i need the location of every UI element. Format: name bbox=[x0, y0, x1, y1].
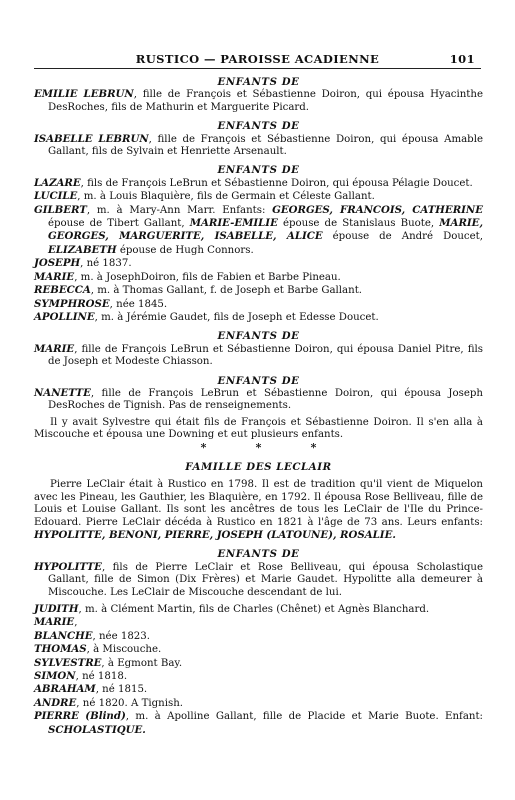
entry-name: ABRAHAM bbox=[34, 683, 96, 696]
paragraph-text: Pierre LeClair était à Rustico en 1798. Il est de tradition qu'il vient de Miquelon avec les Pineau, les Gauthier, les Blaquière, en 1792. Il épousa Rose Belliveau, fille de Louis et Louise Gallant. Ils sont les ancêtres de tous les LeClair de l'Ile du Prince-Edouard. Pierre LeClair décéda à Rustico en 1821 à l'âge de 73 ans. Leurs enfants: bbox=[34, 479, 483, 528]
entry-pierre bbox=[34, 710, 483, 737]
entry-text: , à Egmont Bay. bbox=[101, 657, 183, 669]
entry-name: MARIE bbox=[34, 616, 75, 629]
entry-marie-2 bbox=[34, 616, 483, 629]
section-heading: ENFANTS DE bbox=[217, 76, 300, 88]
divider-star: * bbox=[200, 440, 207, 454]
entry-text: , m. à Mary-Ann Marr. Enfants: bbox=[86, 204, 273, 216]
section-heading: ENFANTS DE bbox=[217, 548, 300, 561]
entry-blanche bbox=[34, 630, 483, 643]
entry-gilbert bbox=[34, 204, 483, 258]
entry-isabelle bbox=[34, 133, 483, 159]
section-heading: ENFANTS DE bbox=[217, 330, 300, 343]
entry-name: LUCILE bbox=[34, 190, 78, 203]
entry-name: THOMAS bbox=[34, 643, 87, 656]
entry-text: , née 1823. bbox=[92, 630, 150, 642]
entry-text: épouse de Hugh Connors. bbox=[116, 244, 254, 256]
section-heading: ENFANTS DE bbox=[217, 374, 300, 387]
child-names: SCHOLASTIQUE. bbox=[48, 723, 146, 736]
entry-name: SYLVESTRE bbox=[34, 656, 102, 669]
entry-text: , né 1818. bbox=[75, 671, 128, 683]
entry-nickname: (Blind) bbox=[85, 710, 126, 723]
page-body bbox=[34, 76, 483, 737]
entry-andre bbox=[34, 697, 483, 710]
entry-name: PIERRE bbox=[34, 710, 79, 723]
entry-text: , né 1820. A Tignish. bbox=[76, 697, 184, 709]
entry-text: , fils de François LeBrun et Sébastienne Doiron, qui épousa Pélagie Doucet. bbox=[80, 177, 473, 189]
entry-text: épouse de Stanislaus Buote, bbox=[277, 218, 440, 230]
entry-name: APOLLINE bbox=[34, 310, 95, 323]
entry-name: GILBERT bbox=[34, 203, 87, 216]
entry-name: MARIE bbox=[34, 270, 75, 283]
child-names: MARIE, GEORGES, MARGUERITE, ISABELLE, ALICE bbox=[48, 217, 483, 243]
divider-star: * bbox=[310, 440, 317, 454]
entry-name: SYMPHROSE bbox=[34, 297, 110, 310]
entry-name: SIMON bbox=[34, 670, 76, 683]
entry-text: , m. à Louis Blaquière, fils de Germain et Céleste Gallant. bbox=[77, 191, 375, 203]
entry-text: , m. à JosephDoiron, fils de Fabien et Barbe Pineau. bbox=[74, 271, 341, 283]
header-rule bbox=[34, 68, 481, 69]
entry-rebecca bbox=[34, 284, 483, 297]
entry-name: REBECCA bbox=[34, 284, 91, 297]
section-heading: ENFANTS DE bbox=[217, 164, 300, 177]
entry-text: , fille de François LeBrun et Sébastienne Doiron, qui épousa Daniel Pitre, fils de Joseph et Modeste Chiasson. bbox=[48, 343, 483, 368]
entry-text: , né 1837. bbox=[80, 258, 132, 270]
entry-nanette bbox=[34, 387, 483, 413]
entry-name: BLANCHE bbox=[34, 629, 93, 642]
entry-name: LAZARE bbox=[34, 176, 81, 189]
section-divider bbox=[34, 442, 483, 455]
entry-text: , fils de Pierre LeClair et Rose Belliveau, qui épousa Scholastique Gallant, fille de Simon (Dix Frères) et Marie Gaudet. Hypolitte alla demeurer à Miscouche. Les LeClair de Miscouche descendant de lui. bbox=[48, 561, 483, 598]
entry-text: , m. à Jérémie Gaudet, fils de Joseph et Edesse Doucet. bbox=[94, 311, 379, 323]
child-names: ELIZABETH bbox=[48, 243, 117, 256]
entry-text: , née 1845. bbox=[109, 298, 168, 310]
entry-hypolitte bbox=[34, 561, 483, 599]
page-number: 101 bbox=[449, 52, 475, 66]
entry-text: , à Miscouche. bbox=[86, 644, 162, 656]
section-heading: ENFANTS DE bbox=[217, 120, 300, 133]
entry-lucile bbox=[34, 190, 483, 203]
divider-star: * bbox=[255, 440, 262, 454]
entry-name: HYPOLITTE bbox=[34, 560, 102, 573]
entry-name: ANDRE bbox=[34, 696, 77, 709]
entry-text: , fille de François LeBrun et Sébastienne Doiron, qui épousa Joseph DesRoches de Tignish. Pas de renseignements. bbox=[48, 387, 483, 412]
entry-text: , m. à Clément Martin, fils de Charles (Chênet) et Agnès Blanchard. bbox=[78, 604, 430, 616]
entry-symphrose bbox=[34, 298, 483, 311]
entry-emilie bbox=[34, 88, 483, 114]
entry-text: , fille de François et Sébastienne Doiron, qui épousa Hyacinthe DesRoches, fils de Mathurin et Marguerite Picard. bbox=[48, 89, 483, 113]
entry-marie-pitre bbox=[34, 343, 483, 369]
entry-thomas bbox=[34, 643, 483, 656]
entry-sylvestre bbox=[34, 657, 483, 670]
entry-text: , m. à Thomas Gallant, f. de Joseph et Barbe Gallant. bbox=[90, 285, 363, 297]
entry-apolline bbox=[34, 311, 483, 324]
entry-text: épouse de Tibert Gallant, bbox=[48, 218, 190, 230]
entry-marie bbox=[34, 271, 483, 284]
entry-text: , m. à Apolline Gallant, fille de Placide et Marie Buote. Enfant: bbox=[125, 711, 483, 723]
running-header bbox=[0, 48, 515, 70]
header-title: RUSTICO — PAROISSE ACADIENNE bbox=[135, 52, 380, 66]
entry-judith bbox=[34, 603, 483, 616]
entry-name: MARIE bbox=[34, 342, 75, 355]
entry-name: JOSEPH bbox=[34, 257, 81, 270]
entry-lazare bbox=[34, 177, 483, 190]
entry-name: ISABELLE LEBRUN bbox=[34, 132, 149, 145]
entry-abraham bbox=[34, 683, 483, 696]
note-sylvestre: Il y avait Sylvestre qui était fils de François et Sébastienne Doiron. Il s'en alla à Miscouche et épousa une Downing et eut plusieurs enfants. bbox=[34, 416, 483, 441]
child-names: GEORGES, FRANCOIS, CATHERINE bbox=[272, 203, 483, 216]
family-paragraph bbox=[34, 479, 483, 542]
entry-name: EMILIE LEBRUN bbox=[34, 88, 134, 101]
entry-text: épouse de André Doucet, bbox=[322, 231, 483, 243]
family-title: FAMILLE DES LECLAIR bbox=[185, 460, 332, 473]
entry-name: NANETTE bbox=[34, 386, 91, 399]
child-names: HYPOLITTE, BENONI, PIERRE, JOSEPH (LATOUNE), ROSALIE. bbox=[34, 529, 396, 541]
entry-joseph bbox=[34, 257, 483, 270]
child-names: MARIE-EMILIE bbox=[189, 217, 278, 230]
entry-simon bbox=[34, 670, 483, 683]
entry-name: JUDITH bbox=[34, 603, 79, 616]
entry-text: , bbox=[74, 617, 78, 629]
entry-text: , né 1815. bbox=[95, 684, 148, 696]
entry-text: , fille de François et Sébastienne Doiron, qui épousa Amable Gallant, fils de Sylvain et Henriette Arsenault. bbox=[48, 133, 483, 158]
